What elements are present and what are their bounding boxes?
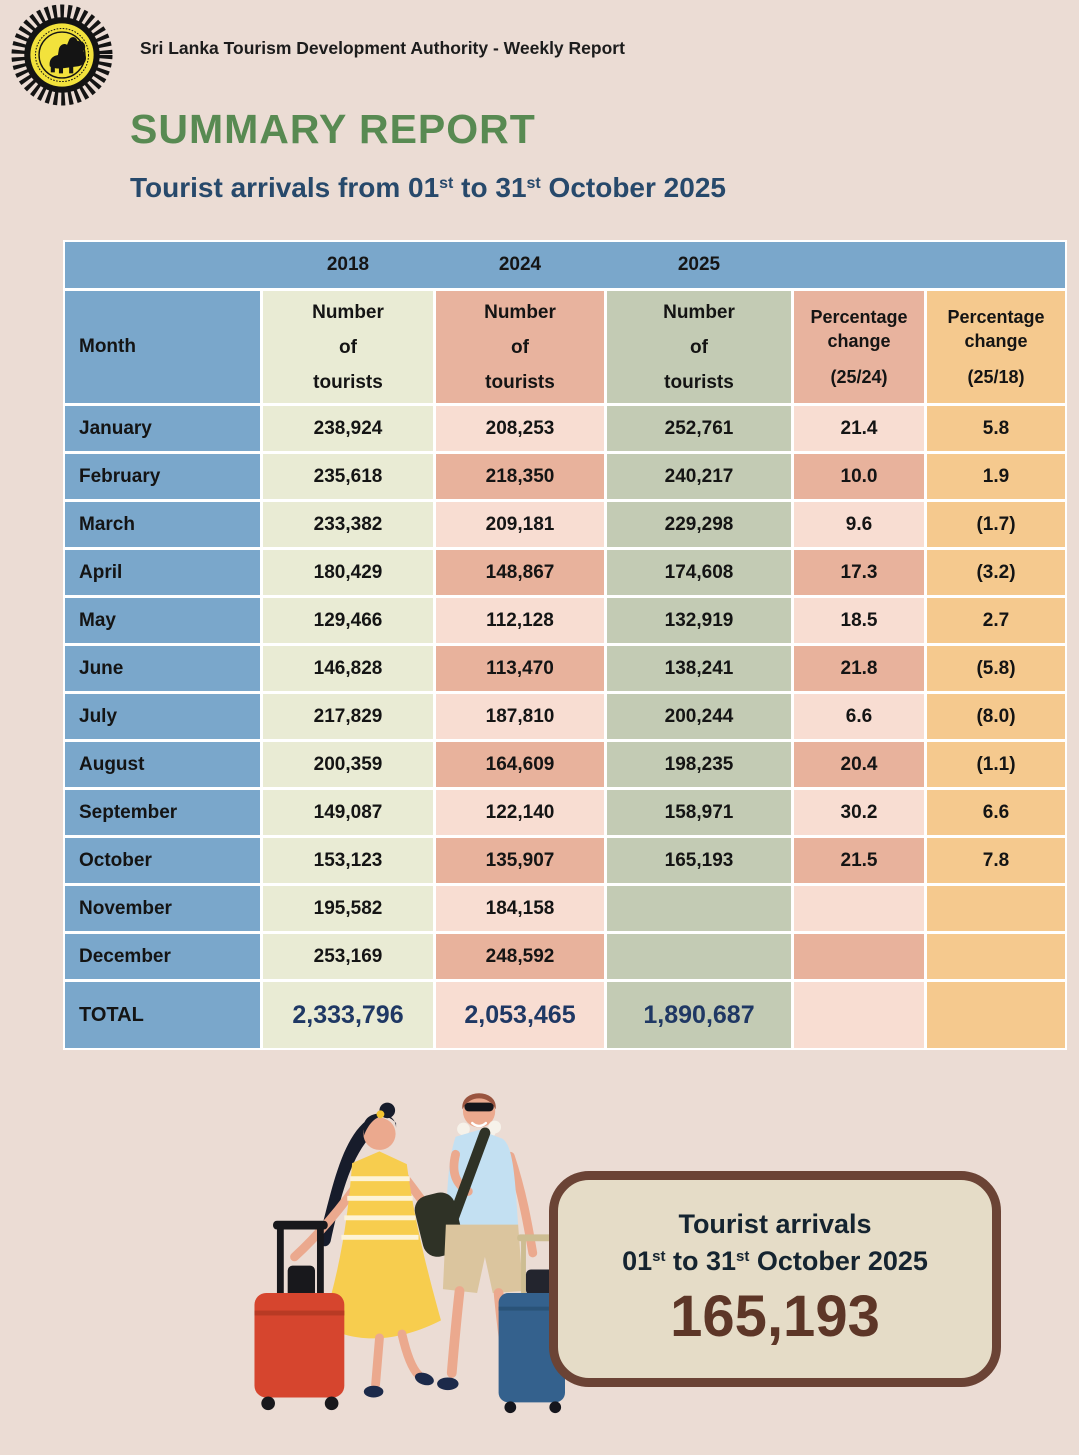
year-header-row: [65, 242, 1065, 288]
pct-25-18-cell: (5.8): [927, 646, 1065, 691]
org-title: Sri Lanka Tourism Development Authority - Weekly Report: [140, 38, 625, 58]
total-2024-cell: 2,053,465: [436, 982, 604, 1048]
tourists-2025-cell: 158,971: [607, 790, 791, 835]
pct-25-18-cell: 7.8: [927, 838, 1065, 883]
tourists-2024-cell: 113,470: [436, 646, 604, 691]
box-title: Tourist arrivals: [678, 1208, 872, 1239]
month-cell: August: [65, 742, 260, 787]
month-cell: April: [65, 550, 260, 595]
year-header-2025: 2025: [677, 254, 721, 275]
man-shorts: [443, 1225, 523, 1293]
tourists-2024-cell: 209,181: [436, 502, 604, 547]
tourists-2025-cell: 165,193: [607, 838, 791, 883]
subtitle-text: to 31: [453, 172, 527, 203]
tourists-2018-cell: 153,123: [263, 838, 433, 883]
pct-25-24-cell: 9.6: [794, 502, 924, 547]
pct-25-24-cell: 21.8: [794, 646, 924, 691]
subtitle-text: October 2025: [540, 172, 726, 203]
pct-25-18-cell: (8.0): [927, 694, 1065, 739]
month-cell: November: [65, 886, 260, 931]
tourists-2018-cell: 146,828: [263, 646, 433, 691]
month-cell: October: [65, 838, 260, 883]
tourists-2024-header: Number of tourists: [436, 291, 604, 403]
pct-change-25-18-header: Percentage change (25/18): [927, 291, 1065, 403]
total-label: TOTAL: [65, 982, 260, 1048]
pct-25-18-cell: 2.7: [927, 598, 1065, 643]
pct-25-18-cell: 5.8: [927, 406, 1065, 451]
arrivals-table: [63, 240, 1067, 1050]
pct-25-18-cell: 1.9: [927, 454, 1065, 499]
tourists-2025-cell: 200,244: [607, 694, 791, 739]
tourists-2025-cell: 174,608: [607, 550, 791, 595]
tourists-illustration: [233, 1080, 565, 1422]
tourists-2025-cell: 229,298: [607, 502, 791, 547]
month-cell: March: [65, 502, 260, 547]
tourists-2018-cell: 180,429: [263, 550, 433, 595]
month-cell: February: [65, 454, 260, 499]
total-pct-25-18-cell-empty: [927, 982, 1065, 1048]
tourists-2024-cell: 112,128: [436, 598, 604, 643]
pct-25-24-cell: 17.3: [794, 550, 924, 595]
month-cell: January: [65, 406, 260, 451]
tourists-2024-cell: 187,810: [436, 694, 604, 739]
tourists-2018-cell: 253,169: [263, 934, 433, 979]
tourists-2024-cell: 208,253: [436, 406, 604, 451]
pct-25-24-cell-empty: [794, 886, 924, 931]
tourists-2025-cell-empty: [607, 934, 791, 979]
arrivals-total-value: 165,193: [670, 1283, 880, 1349]
tourists-2018-cell: 149,087: [263, 790, 433, 835]
pct-25-24-cell: 10.0: [794, 454, 924, 499]
tourists-2018-cell: 129,466: [263, 598, 433, 643]
month-cell: September: [65, 790, 260, 835]
pct-25-18-cell: (3.2): [927, 550, 1065, 595]
tourists-2024-cell: 148,867: [436, 550, 604, 595]
tourists-2025-cell: 138,241: [607, 646, 791, 691]
pct-25-18-cell-empty: [927, 934, 1065, 979]
tourists-2024-cell: 184,158: [436, 886, 604, 931]
tourists-2018-header: Number of tourists: [263, 291, 433, 403]
box-date-range: 01st to 31st October 2025: [622, 1245, 928, 1276]
tourists-2025-header: Number of tourists: [607, 291, 791, 403]
tourists-2024-cell: 248,592: [436, 934, 604, 979]
tourists-2025-cell: 240,217: [607, 454, 791, 499]
tourists-2025-cell: 252,761: [607, 406, 791, 451]
tourists-2018-cell: 238,924: [263, 406, 433, 451]
tourists-2024-cell: 218,350: [436, 454, 604, 499]
year-header-2024: 2024: [498, 254, 542, 275]
year-header-2018: 2018: [326, 254, 370, 275]
pct-25-24-cell: 21.5: [794, 838, 924, 883]
total-pct-25-24-cell-empty: [794, 982, 924, 1048]
pct-25-24-cell: 18.5: [794, 598, 924, 643]
total-2025-cell: 1,890,687: [607, 982, 791, 1048]
pct-25-18-cell: (1.7): [927, 502, 1065, 547]
subtitle-text: Tourist arrivals from 01: [130, 172, 440, 203]
pct-25-24-cell: 6.6: [794, 694, 924, 739]
pct-25-24-cell-empty: [794, 934, 924, 979]
sri-lanka-tourism-logo: [10, 4, 114, 106]
pct-change-25-24-header: Percentage change (25/24): [794, 291, 924, 403]
tourists-2025-cell: 198,235: [607, 742, 791, 787]
page-subtitle: [130, 172, 726, 204]
pct-25-18-cell-empty: [927, 886, 1065, 931]
month-cell: December: [65, 934, 260, 979]
pct-25-24-cell: 30.2: [794, 790, 924, 835]
tourists-2025-cell: 132,919: [607, 598, 791, 643]
pct-25-18-cell: 6.6: [927, 790, 1065, 835]
month-cell: May: [65, 598, 260, 643]
tourists-2018-cell: 235,618: [263, 454, 433, 499]
subtitle-sup: st: [526, 175, 541, 192]
month-cell: June: [65, 646, 260, 691]
tourists-2018-cell: 217,829: [263, 694, 433, 739]
month-column-header: Month: [65, 291, 260, 403]
subtitle-sup: st: [439, 175, 454, 192]
month-cell: July: [65, 694, 260, 739]
arrivals-summary-box: [549, 1171, 1001, 1387]
tourists-2024-cell: 135,907: [436, 838, 604, 883]
tourists-2018-cell: 195,582: [263, 886, 433, 931]
pct-25-18-cell: (1.1): [927, 742, 1065, 787]
tourists-2018-cell: 200,359: [263, 742, 433, 787]
total-2018-cell: 2,333,796: [263, 982, 433, 1048]
tourists-2024-cell: 164,609: [436, 742, 604, 787]
tourists-2025-cell-empty: [607, 886, 791, 931]
pct-25-24-cell: 21.4: [794, 406, 924, 451]
pct-25-24-cell: 20.4: [794, 742, 924, 787]
tourists-2024-cell: 122,140: [436, 790, 604, 835]
page-title: SUMMARY REPORT: [130, 106, 536, 152]
tourists-2018-cell: 233,382: [263, 502, 433, 547]
